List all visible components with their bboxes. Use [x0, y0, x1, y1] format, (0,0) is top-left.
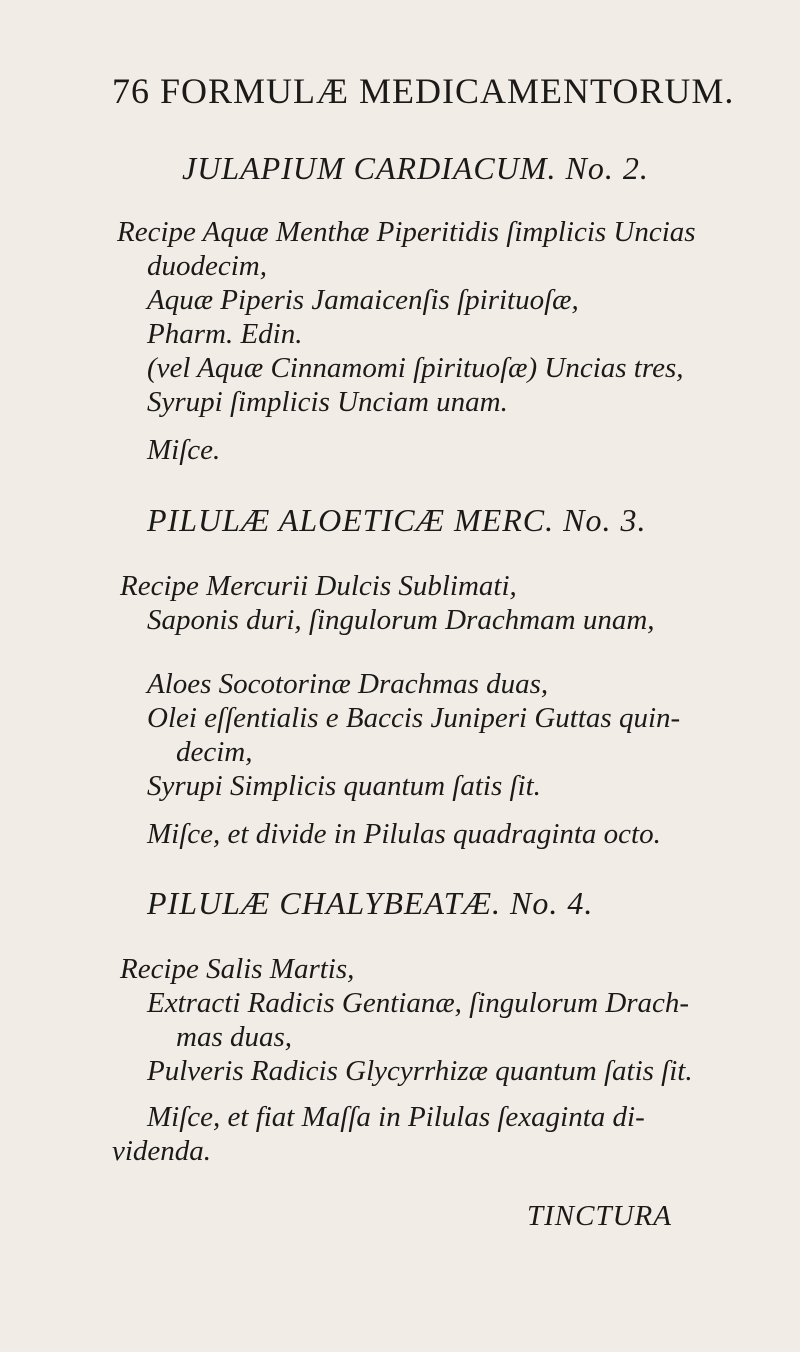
section-title-julapium: JULAPIUM CARDIACUM. No. 2. [182, 150, 649, 186]
recipe-line: mas duas, [176, 1021, 293, 1053]
recipe-line: Olei eſſentialis e Baccis Juniperi Guttas quin- [147, 702, 681, 734]
recipe-line: Pharm. Edin. [147, 318, 303, 350]
recipe-instruction: Miſce, et fiat Maſſa in Pilulas ſexaginta di- [147, 1101, 645, 1133]
recipe-instruction: Miſce. [147, 434, 221, 466]
running-head: 76 FORMULÆ MEDICAMENTORUM. [112, 71, 735, 111]
recipe-line: Recipe Salis Martis, [120, 953, 355, 985]
recipe-line: Syrupi Simplicis quantum ſatis ſit. [147, 770, 541, 802]
recipe-line: decim, [176, 736, 253, 768]
recipe-line: Aloes Socotorinæ Drachmas duas, [147, 668, 549, 700]
section-title-pilulae-chalybeatae: PILULÆ CHALYBEATÆ. No. 4. [147, 885, 594, 921]
catchword: TINCTURA [527, 1200, 672, 1232]
recipe-line: duodecim, [147, 250, 267, 282]
section-title-pilulae-aloeticae: PILULÆ ALOETICÆ MERC. No. 3. [147, 502, 647, 538]
recipe-line: Syrupi ſimplicis Unciam unam. [147, 386, 508, 418]
recipe-line: Aquæ Piperis Jamaicenſis ſpirituoſæ, [147, 284, 579, 316]
recipe-line: Pulveris Radicis Glycyrrhizæ quantum ſatis ſit. [147, 1055, 693, 1087]
recipe-line: (vel Aquæ Cinnamomi ſpirituoſæ) Uncias tres, [147, 352, 684, 384]
recipe-line: Extracti Radicis Gentianæ, ſingulorum Drach- [147, 987, 690, 1019]
recipe-line: Recipe Mercurii Dulcis Sublimati, [120, 570, 517, 602]
recipe-instruction: Miſce, et divide in Pilulas quadraginta octo. [147, 818, 661, 850]
recipe-line: Saponis duri, ſingulorum Drachmam unam, [147, 604, 655, 636]
recipe-instruction: videnda. [112, 1135, 212, 1167]
recipe-line: Recipe Aquæ Menthæ Piperitidis ſimplicis Uncias [117, 216, 696, 248]
